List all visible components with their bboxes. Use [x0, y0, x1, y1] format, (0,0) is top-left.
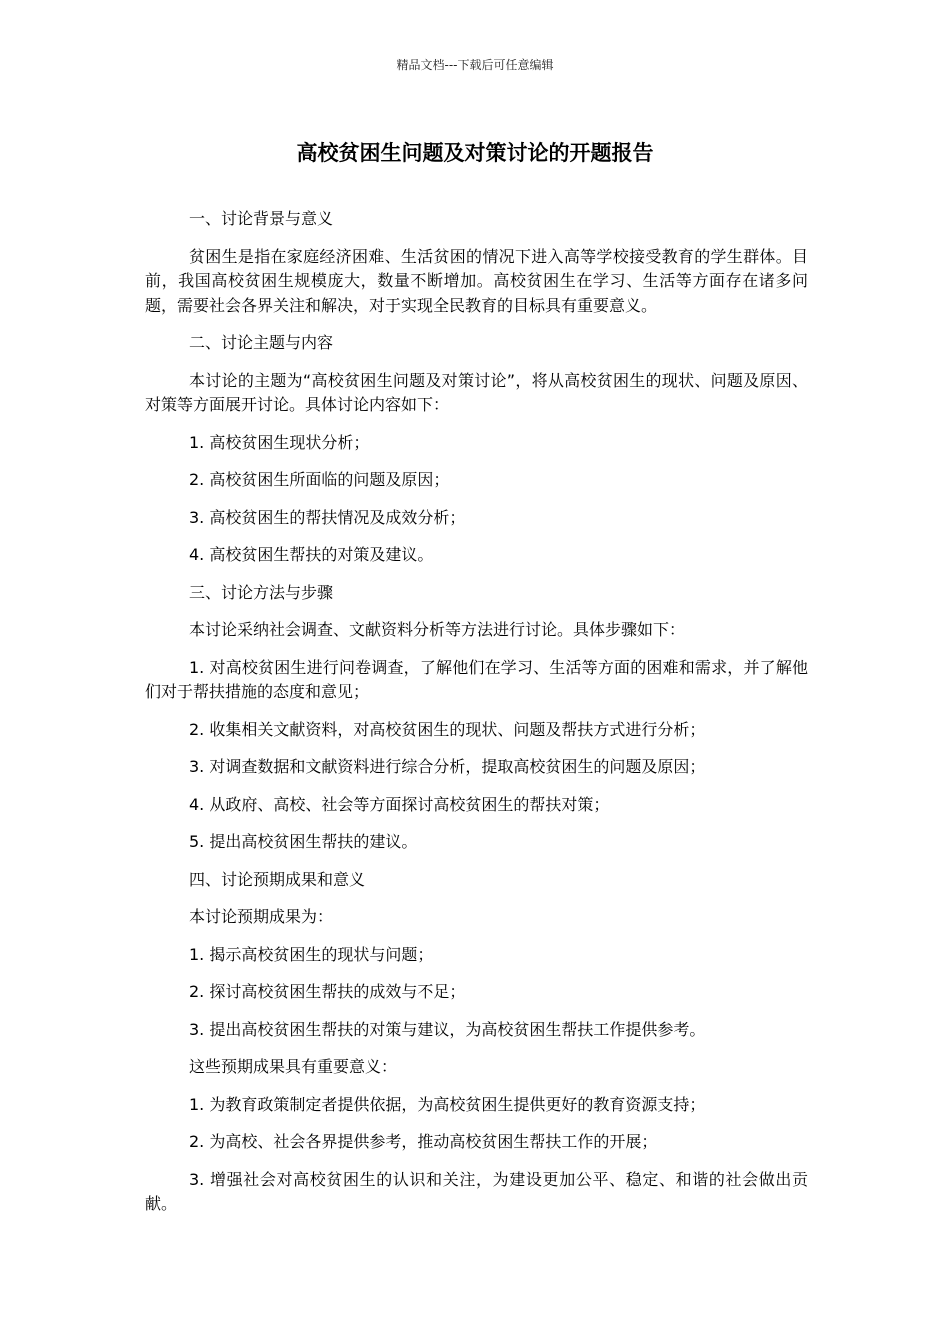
- section-heading-topic: 二、讨论主题与内容: [189, 333, 334, 352]
- section-heading-method: 三、讨论方法与步骤: [189, 582, 334, 602]
- list-item: 3. 增强社会对高校贫困生的认识和关注，为建设更加公平、稳定、和谐的社会做出贡献。: [145, 1169, 808, 1213]
- list-item: 3. 对调查数据和文献资料进行综合分析，提取高校贫困生的问题及原因；: [189, 757, 706, 776]
- paragraph-significance: 这些预期成果具有重要意义：: [189, 1057, 398, 1076]
- paragraph-background: 贫困生是指在家庭经济困难、生活贫困的情况下进入高等学校接受教育的学生群体。目前，我国高校贫困生规模庞大，数量不断增加。高校贫困生在学习、生活等方面存在诸多问题，需要社会各界关注和解决，对于实现全民教育的目标具有重要意义。: [145, 246, 808, 315]
- section-heading-background: 一、讨论背景与意义: [189, 209, 334, 228]
- document-body: [145, 207, 808, 1230]
- list-item: 3. 高校贫困生的帮扶情况及成效分析；: [189, 507, 466, 527]
- list-item: 1. 高校贫困生现状分析；: [189, 432, 370, 452]
- paragraph-outcomes: 本讨论预期成果为：: [189, 907, 334, 926]
- document-title: 高校贫困生问题及对策讨论的开题报告: [296, 141, 654, 165]
- list-item: 2. 为高校、社会各界提供参考，推动高校贫困生帮扶工作的开展；: [189, 1132, 658, 1151]
- section-heading-outcomes: 四、讨论预期成果和意义: [189, 869, 366, 889]
- list-item: 5. 提出高校贫困生帮扶的建议。: [189, 832, 418, 851]
- list-item: 1. 为教育政策制定者提供依据，为高校贫困生提供更好的教育资源支持；: [189, 1094, 706, 1114]
- list-item: 1. 对高校贫困生进行问卷调查，了解他们在学习、生活等方面的困难和需求，并了解他们对于帮扶措施的态度和意见；: [145, 657, 808, 701]
- list-item: 2. 收集相关文献资料，对高校贫困生的现状、问题及帮扶方式进行分析；: [189, 719, 706, 739]
- paragraph-method: 本讨论采纳社会调查、文献资料分析等方法进行讨论。具体步骤如下：: [189, 620, 686, 639]
- list-item: 3. 提出高校贫困生帮扶的对策与建议，为高校贫困生帮扶工作提供参考。: [189, 1019, 706, 1039]
- list-item: 4. 从政府、高校、社会等方面探讨高校贫困生的帮扶对策；: [189, 794, 610, 814]
- list-item: 1. 揭示高校贫困生的现状与问题；: [189, 944, 434, 964]
- list-item: 2. 高校贫困生所面临的问题及原因；: [189, 470, 450, 489]
- list-item: 2. 探讨高校贫困生帮扶的成效与不足；: [189, 982, 466, 1001]
- paragraph-topic: 本讨论的主题为“高校贫困生问题及对策讨论”，将从高校贫困生的现状、问题及原因、对策等方面展开讨论。具体讨论内容如下：: [145, 370, 808, 414]
- list-item: 4. 高校贫困生帮扶的对策及建议。: [189, 545, 434, 564]
- page-header-watermark: 精品文档---下载后可任意编辑: [396, 58, 554, 72]
